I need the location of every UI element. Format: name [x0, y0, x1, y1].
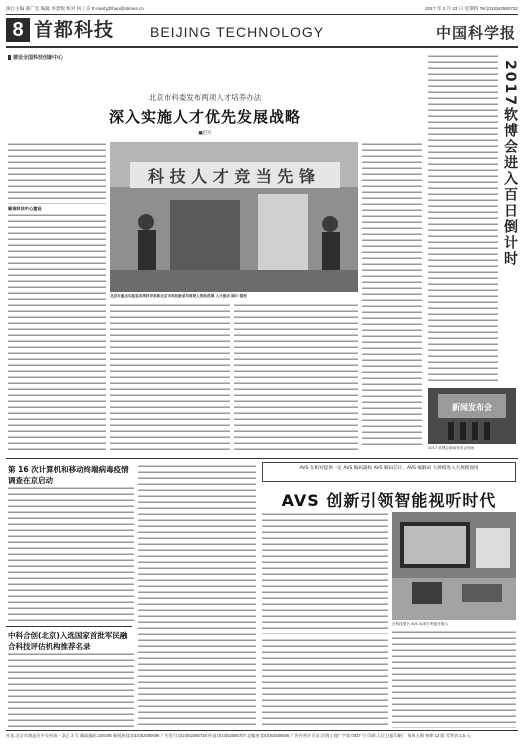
article-column-text: [234, 303, 358, 453]
story-text: [8, 652, 134, 728]
story-text: [138, 464, 256, 728]
photo-banner-text: 新闻发布会: [452, 403, 492, 412]
press-conference-photo: [428, 388, 516, 444]
photo-caption: 北京市重点实验室首席科学家和北京市科技新星均将纳入资助范围 人才流动 图片·提供: [110, 294, 247, 298]
avs-display-photo: [392, 512, 516, 620]
article-photo: [110, 142, 358, 292]
avs-headline: AVS 创新引领智能视听时代: [281, 491, 497, 510]
section-subheading: 瞄准科技中心建设: [8, 206, 42, 211]
section-divider: [6, 458, 518, 459]
article-column-text: [362, 142, 422, 448]
section-number: 8: [6, 18, 30, 42]
article-column-text: [110, 303, 230, 453]
footer-text: 社址:北京市海淀区中关村南一条乙 3 号 邮政编码:100190 新闻热线:(010)62580699 广告发行:(010)62580728 传真:(010)62580707 总编室:(010)62580606 广告经营许可证:京海工商广字第 0037 号 印刷:人民日报印刷厂 每周五期 每期 12 版 零售价:1.5 元: [6, 733, 471, 738]
exhibition-photo: [110, 142, 358, 292]
section-title: 首都科技: [34, 19, 115, 41]
editor-info: 执行主编 郝广宏 编辑 李景悦 校对 何工京 E-mail:gfzhao@stimes.cn: [6, 6, 144, 11]
banner-rule: [6, 46, 518, 48]
avs-lede-box: AVS 在相对提供一定 AVS 编码器标 AVS 解码芯片、AVS 编解码 大规模进入大规模商用: [262, 462, 516, 482]
article-column-text: [8, 213, 106, 453]
issue-date: 2017 年 3 月 23 日 星期四 Tel:(010)62580722: [425, 6, 518, 11]
article-headline: 深入实施人才优先发展战略: [108, 108, 301, 126]
header-rule: [6, 14, 518, 15]
story-text: [262, 512, 388, 634]
side-story-text: [428, 54, 498, 384]
article-column-text: [8, 142, 106, 204]
newspaper-masthead: 中国科学报: [435, 24, 516, 42]
article-byline: ■赵军: [198, 131, 212, 136]
article-tag: 建设全国科技创新中心: [8, 54, 63, 61]
story-title: 中科合创(北京)入选国家首批军民融合科技评估机构推荐名录: [8, 631, 128, 651]
story-title: 第 16 次计算机和移动终端病毒疫情调查在京启动: [8, 465, 129, 485]
story-divider: [6, 626, 132, 627]
footer-info: [6, 733, 518, 739]
story-text: [392, 630, 516, 728]
svg-text:科 技 人 才 竞 当 先 锋: 科 技 人 才 竞 当 先 锋: [148, 167, 315, 186]
story-text: [262, 638, 388, 728]
section-title-en: BEIJING TECHNOLOGY: [150, 24, 325, 40]
footer-rule: [6, 730, 518, 731]
header-info-line: [6, 6, 518, 12]
article-subhead: 北京市科委发布两项人才培养办法: [148, 93, 262, 102]
side-photo-caption: 2017 软博会新闻发布会现场: [428, 446, 475, 450]
story-text: [8, 486, 134, 622]
avs-photo-caption: 在科技展台 AVS 标准专利池作展示: [392, 622, 448, 626]
side-story-title: 2017软博会进入百日倒计时: [502, 60, 518, 267]
